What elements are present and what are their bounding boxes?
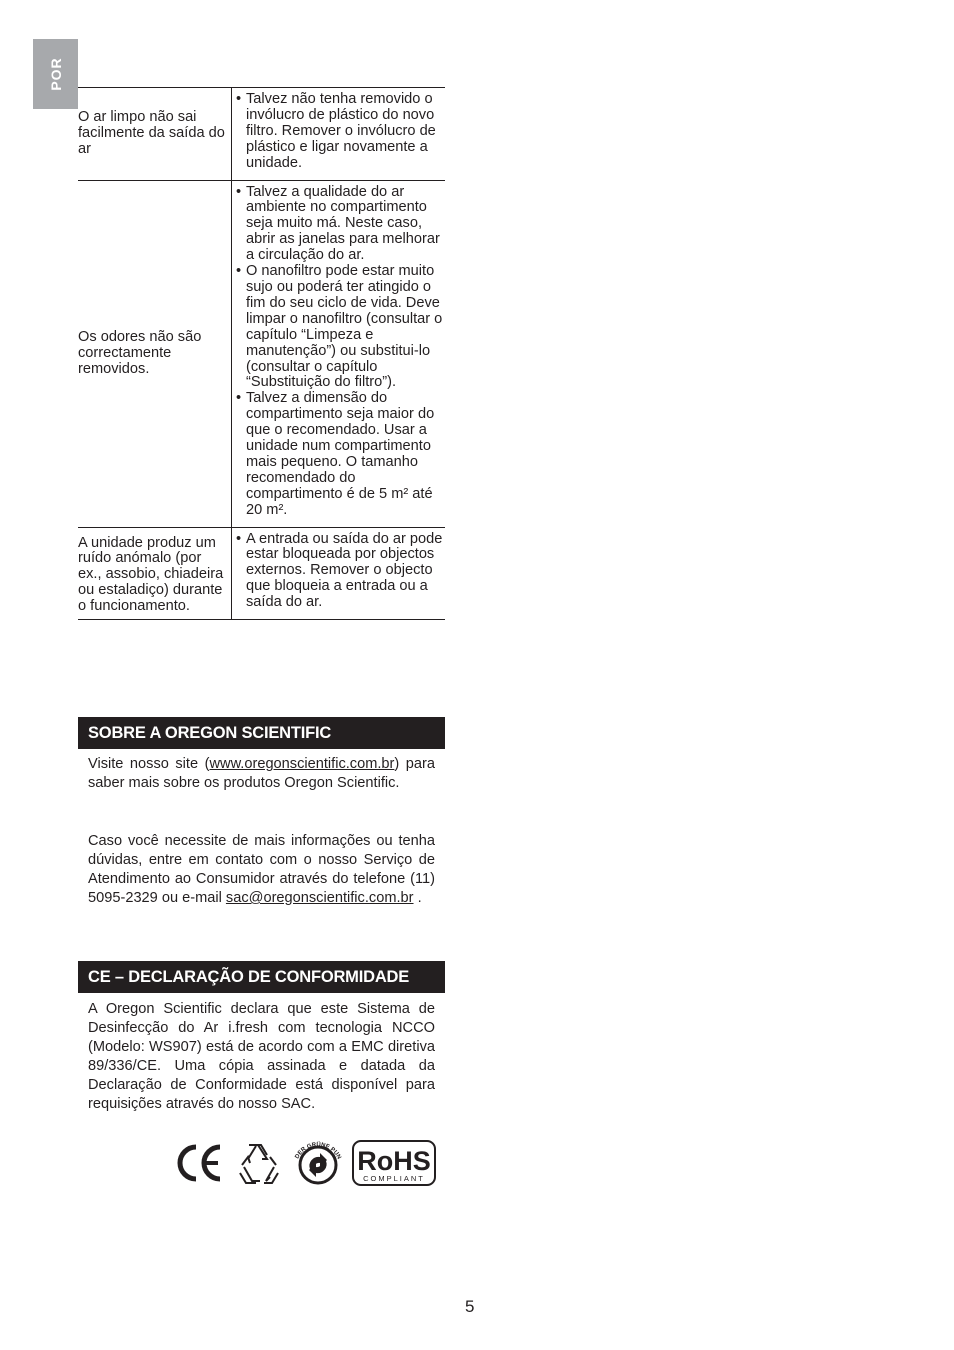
green-dot-icon [170, 1137, 342, 1183]
solution-item: • A entrada ou saída do ar pode estar bloqueada por objectos externos. Remover o objecto que bloqueia a entrada ou a saída do ar. [236, 532, 445, 612]
table-row [78, 88, 445, 181]
svg-text:DER GRÜNE PUNKT: DER GRÜNE PUN [294, 1142, 342, 1161]
recycle-icon [240, 1145, 278, 1183]
solution-cell [232, 88, 446, 181]
email-link[interactable]: sac@oregonscientific.com.br [225, 890, 414, 906]
svg-text:RoHS: RoHS [357, 1146, 431, 1176]
table-row [78, 180, 445, 527]
solution-item: • O nanofiltro pode estar muito sujo ou poderá ter atingido o fim do seu ciclo de vida. Deve limpar o nanofiltro (consultar o capítulo “Limpeza e manutenção”) ou substitui-lo (consultar o capítulo “Substituição do filtro”). [236, 264, 445, 391]
solution-cell [232, 180, 446, 527]
problem-cell: A unidade produz um ruído anómalo (por ex., assobio, chiadeira ou estaladiço) durante o funcionamento. [78, 527, 232, 620]
svg-text:COMPLIANT: COMPLIANT [363, 1174, 425, 1183]
certification-logos [170, 1137, 440, 1189]
ce-mark-icon [180, 1147, 220, 1179]
table-row [78, 527, 445, 620]
ce-heading: CE – DECLARAÇÃO DE CONFORMIDADE [78, 961, 445, 993]
problem-cell: Os odores não são correctamente removidos. [78, 180, 232, 527]
solution-item: • Talvez a dimensão do compartimento seja maior do que o recomendado. Usar a unidade num compartimento mais pequeno. O tamanho recomendado do compartimento é de 5 m² até 20 m². [236, 391, 445, 518]
language-tab-label: POR [47, 57, 64, 91]
website-link[interactable]: www.oregonscientific.com.br [209, 756, 395, 772]
problem-cell: O ar limpo não sai facilmente da saída do ar [78, 88, 232, 181]
page-number: 5 [465, 1297, 475, 1316]
solution-cell [232, 527, 446, 620]
about-paragraph-1: Visite nosso site (www.oregonscientific.com.br) para saber mais sobre os produtos Oregon Scientific. [88, 756, 436, 791]
rohs-compliant-icon [353, 1141, 435, 1185]
solution-item: • Talvez a qualidade do ar ambiente no compartimento seja muito má. Neste caso, abrir as janelas para melhorar a circulação do ar. [236, 185, 445, 265]
about-paragraph-2: Caso você necessite de mais informações ou tenha dúvidas, entre em contato com o nosso Serviço de Atendimento ao Consumidor através do telefone (11) 5095-2329 ou e-mail sac@oregonscientific.com.br . [88, 833, 435, 906]
solution-item: • Talvez não tenha removido o invólucro de plástico do novo filtro. Remover o invólucro de plástico e ligar novamente a unidade. [236, 92, 445, 172]
troubleshooting-table [78, 87, 445, 620]
language-tab [33, 39, 78, 109]
ce-paragraph: A Oregon Scientific declara que este Sistema de Desinfecção do Ar i.fresh com tecnologia NCCO (Modelo: WS907) está de acordo com a EMC diretiva 89/336/CE. Uma cópia assinada e datada da Declaração de Conformidade está disponível para requisições através do nosso SAC. [88, 1001, 435, 1112]
about-heading: SOBRE A OREGON SCIENTIFIC [78, 717, 445, 749]
